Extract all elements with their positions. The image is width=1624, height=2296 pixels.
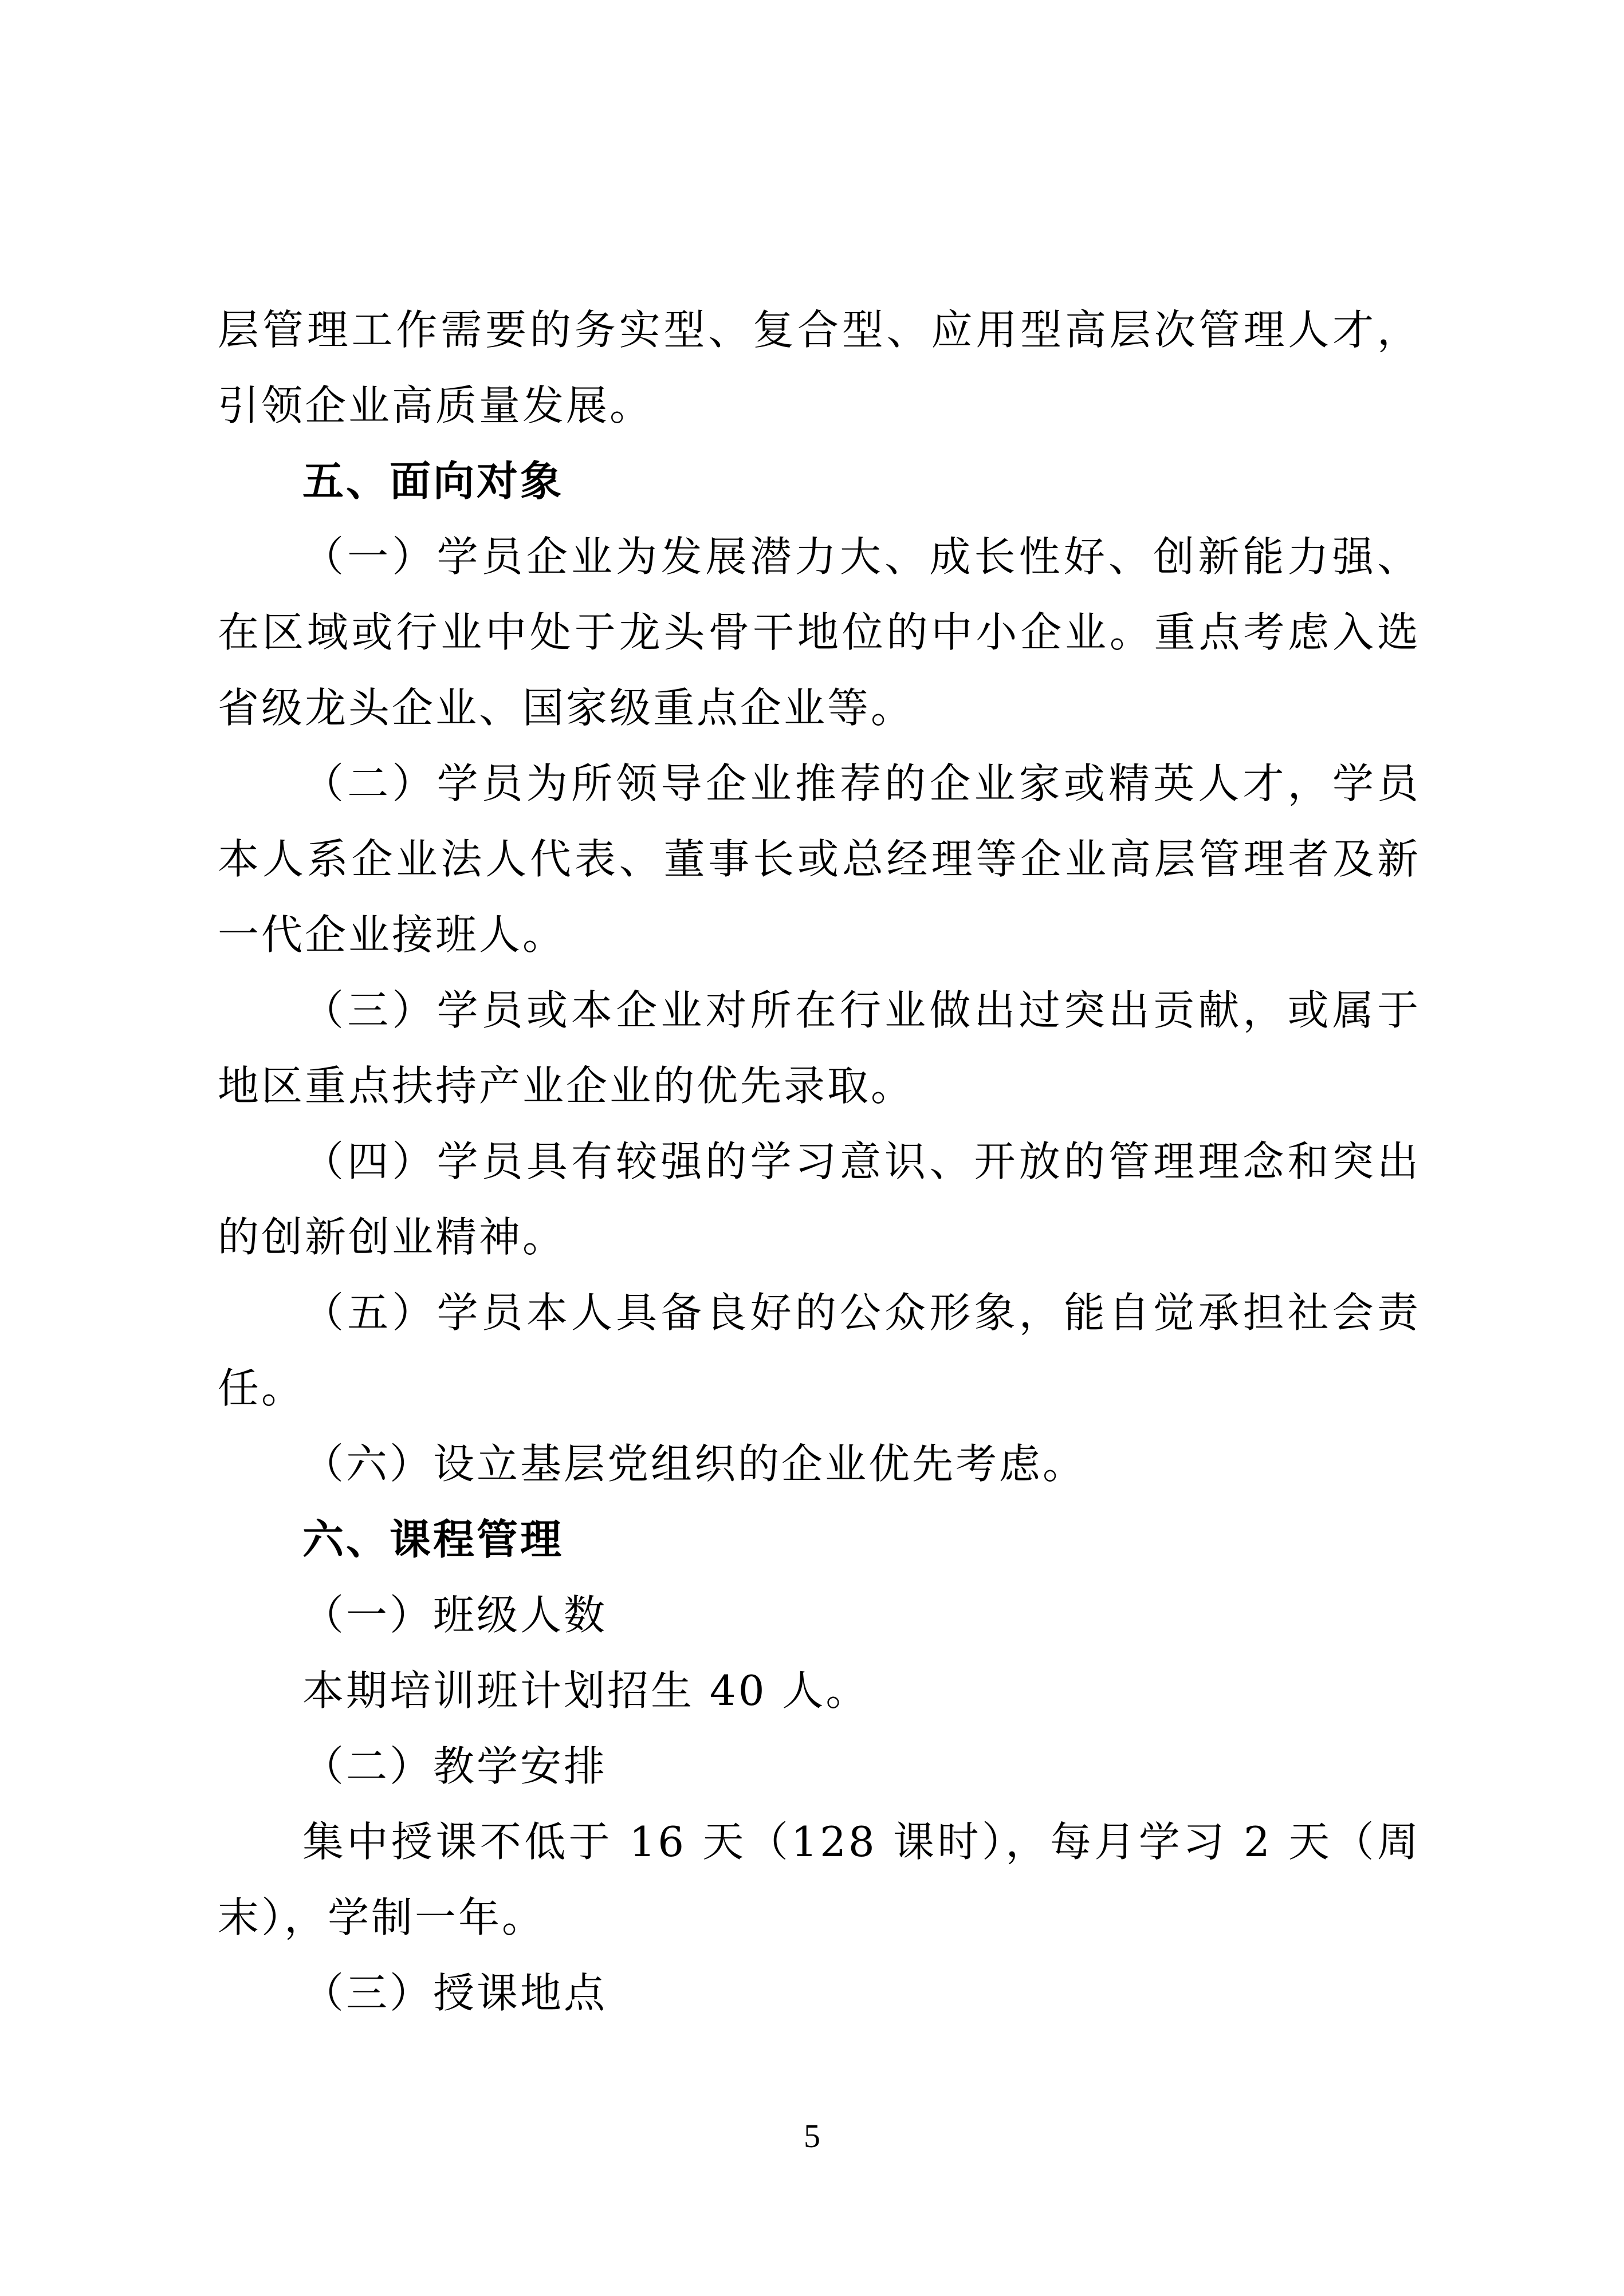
document-body [218, 292, 1421, 2031]
audience-item-3: （三）学员或本企业对所在行业做出过突出贡献，或属于地区重点扶持产业企业的优先录取。 [218, 986, 1421, 1110]
audience-item-4: （四）学员具有较强的学习意识、开放的管理理念和突出的创新创业精神。 [218, 1137, 1421, 1261]
section-heading-target-audience: 五、面向对象 [302, 457, 564, 505]
subheading-class-size: （一）班级人数 [302, 1591, 608, 1639]
class-size-text: 本期培训班计划招生 40 人。 [302, 1667, 870, 1715]
audience-item-1: （一）学员企业为发展潜力大、成长性好、创新能力强、在区域或行业中处于龙头骨干地位的中小企业。重点考虑入选省级龙头企业、国家级重点企业等。 [218, 533, 1421, 732]
section-heading-course-management: 六、课程管理 [302, 1515, 564, 1564]
audience-item-6: （六）设立基层党组织的企业优先考虑。 [302, 1440, 1087, 1488]
teaching-arrangement-text: 集中授课不低于 16 天（128 课时），每月学习 2 天（周末），学制一年。 [218, 1818, 1421, 1941]
page-number: 5 [804, 2117, 820, 2155]
audience-item-2: （二）学员为所领导企业推荐的企业家或精英人才，学员本人系企业法人代表、董事长或总经理等企业高层管理者及新一代企业接班人。 [218, 759, 1421, 959]
subheading-teaching-location: （三）授课地点 [302, 1969, 608, 2017]
subheading-teaching-arrangement: （二）教学安排 [302, 1742, 608, 1790]
audience-item-5: （五）学员本人具备良好的公众形象，能自觉承担社会责任。 [218, 1289, 1421, 1412]
body-paragraph-continuation: 层管理工作需要的务实型、复合型、应用型高层次管理人才，引领企业高质量发展。 [218, 306, 1421, 430]
